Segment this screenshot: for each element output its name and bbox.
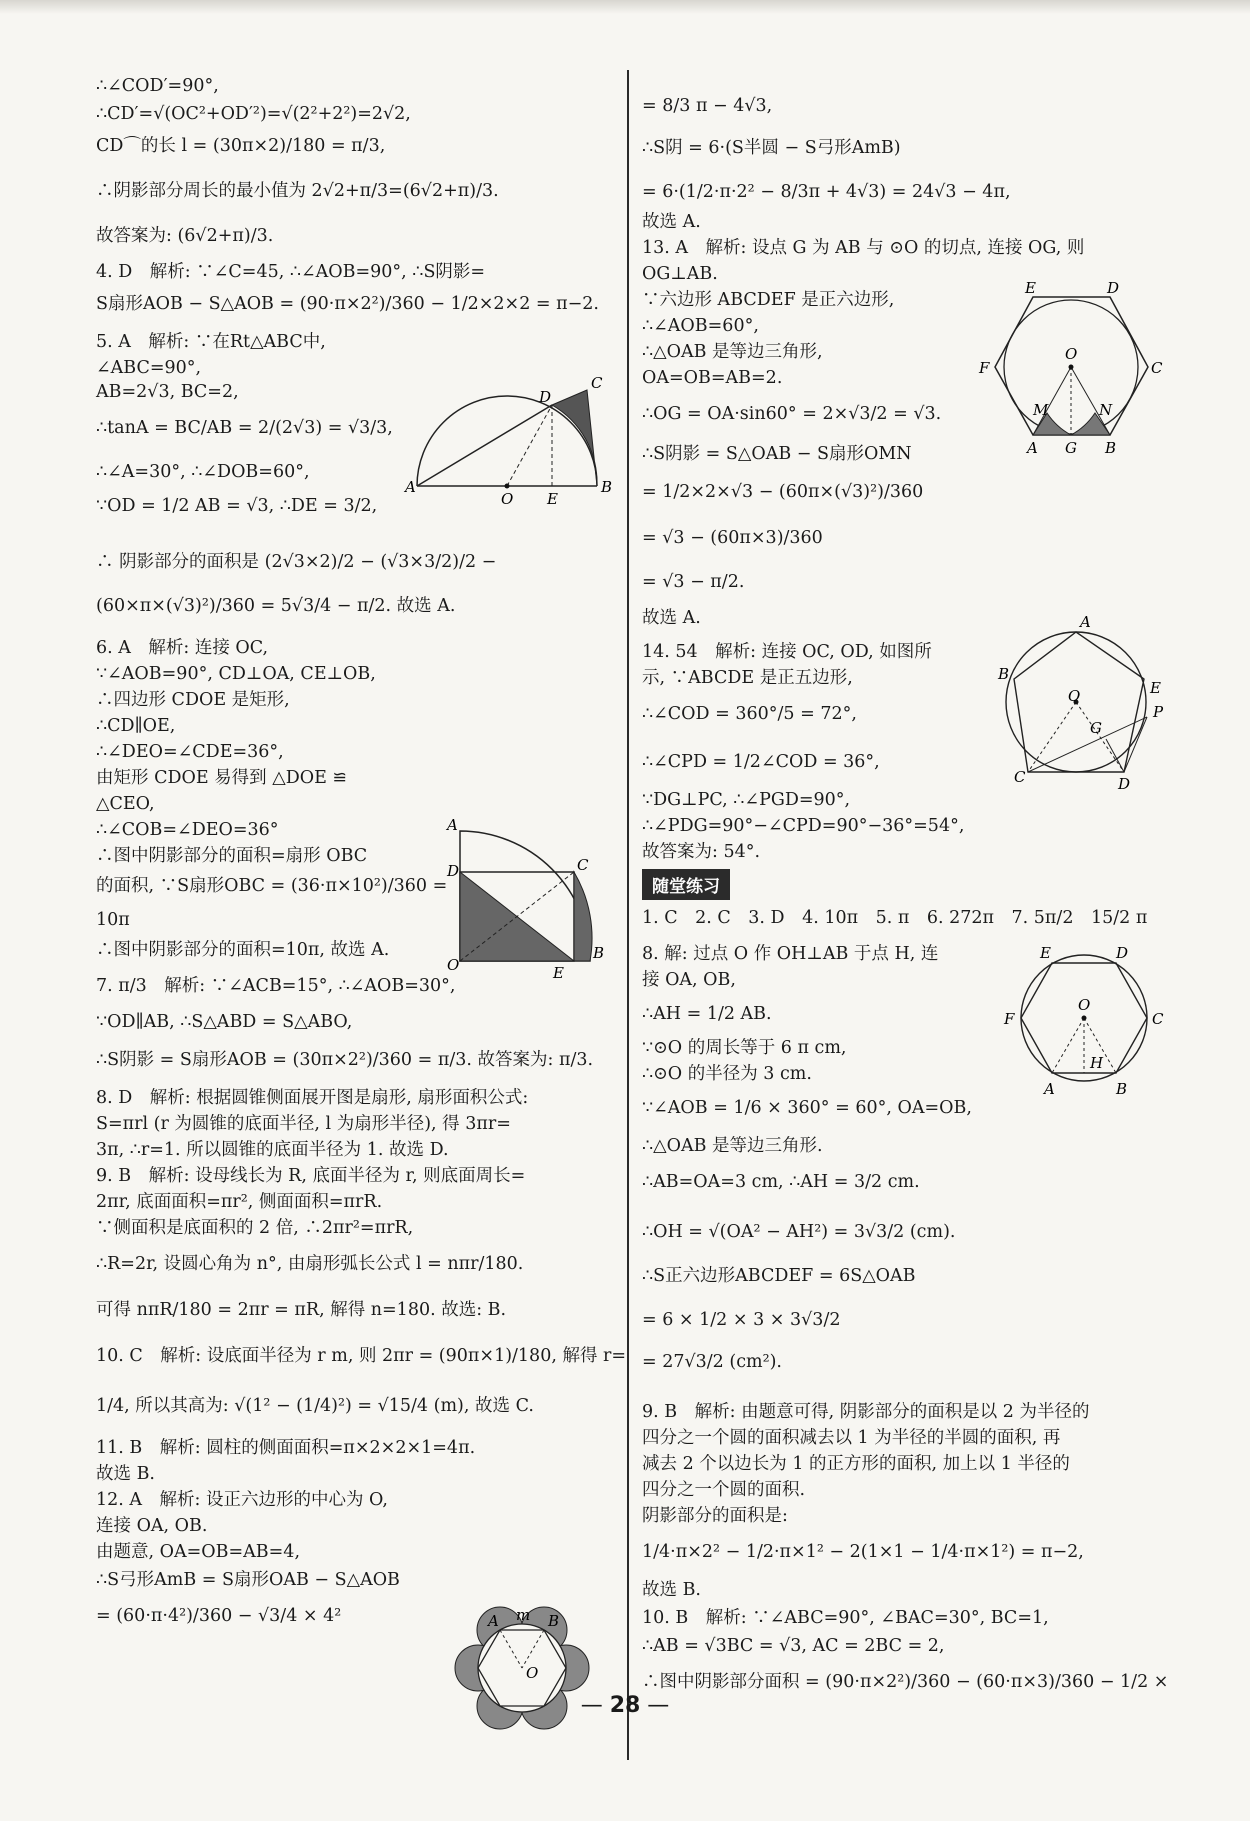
text-line: 由题意, OA=OB=AB=4, xyxy=(96,1542,301,1562)
fig-label: D xyxy=(1116,944,1129,962)
text-line: ∠ABC=90°, xyxy=(96,358,202,378)
text-line: ∴ 阴影部分的面积是 (2√3×2)/2 − (√3×3/2)/2 − xyxy=(96,552,497,572)
text-line: ∴图中阴影部分的面积=扇形 OBC xyxy=(96,846,368,866)
practice-answers: 1. C 2. C 3. D 4. 10π 5. π 6. 272π 7. 5π/2 15/2 π xyxy=(642,908,1148,928)
question-7: 7. π/3 解析: ∵∠ACB=15°, ∴∠AOB=30°, xyxy=(96,976,456,996)
question-8: 8. D 解析: 根据圆锥侧面展开图是扇形, 扇形面积公式: xyxy=(96,1088,529,1108)
fig-label: D xyxy=(1118,775,1131,793)
text-line: 的面积, ∵S扇形OBC = (36·π×10²)/360 = xyxy=(96,876,448,896)
fig-label: N xyxy=(1099,401,1113,419)
text-line: ∴S阴影 = S扇形AOB = (30π×2²)/360 = π/3. 故答案为: π/3. xyxy=(96,1050,594,1070)
text-line: = 6·(1/2·π·2² − 8/3π + 4√3) = 24√3 − 4π, xyxy=(642,182,1011,202)
text-line: ∴S阴影 = S△OAB − S扇形OMN xyxy=(642,444,912,464)
text-line: = √3 − (60π×3)/360 xyxy=(642,528,823,548)
text-line: 阴影部分的面积是: xyxy=(642,1506,788,1526)
practice-8: 8. 解: 过点 O 作 OH⊥AB 于点 H, 连 xyxy=(642,944,939,964)
question-10: 10. C 解析: 设底面半径为 r m, 则 2πr = (90π×1)/180, 解得 r= xyxy=(96,1346,627,1366)
text-line: ∴OH = √(OA² − AH²) = 3√3/2 (cm). xyxy=(642,1222,956,1242)
text-line: ∴S弓形AmB = S扇形OAB − S△AOB xyxy=(96,1570,400,1590)
text-line: ∴R=2r, 设圆心角为 n°, 由扇形弧长公式 l = nπr/180. xyxy=(96,1254,524,1274)
fig-label: D xyxy=(447,862,460,880)
question-9: 9. B 解析: 设母线长为 R, 底面半径为 r, 则底面周长= xyxy=(96,1166,526,1186)
fig-label: C xyxy=(591,374,603,392)
text-line: ∴∠CPD = 1/2∠COD = 36°, xyxy=(642,752,880,772)
text-line: △CEO, xyxy=(96,794,155,814)
text-line: ∴AH = 1/2 AB. xyxy=(642,1004,772,1024)
question-13: 13. A 解析: 设点 G 为 AB 与 ⊙O 的切点, 连接 OG, 则 xyxy=(642,238,1085,258)
text-line: 2πr, 底面面积=πr², 侧面面积=πrR. xyxy=(96,1192,383,1212)
text-line: = 8/3 π − 4√3, xyxy=(642,96,773,116)
fig-label: A xyxy=(405,478,416,496)
fig-label: B xyxy=(1105,439,1117,457)
fig-label: B xyxy=(998,665,1010,683)
text-line: 故答案为: 54°. xyxy=(642,842,761,862)
text-line: ∴AB=OA=3 cm, ∴AH = 3/2 cm. xyxy=(642,1172,920,1192)
text-line: ∴CD′=√(OC²+OD′²)=√(2²+2²)=2√2, xyxy=(96,104,411,124)
fig-label: C xyxy=(577,856,589,874)
text-line: 故选 A. xyxy=(642,212,701,232)
text-line: OA=OB=AB=2. xyxy=(642,368,783,388)
text-line: ∵∠AOB = 1/6 × 360° = 60°, OA=OB, xyxy=(642,1098,972,1118)
text-line: CD⌒的长 l = (30π×2)/180 = π/3, xyxy=(96,136,386,156)
text-line: ∴∠PDG=90°−∠CPD=90°−36°=54°, xyxy=(642,816,965,836)
question-4: 4. D 解析: ∵∠C=45, ∴∠AOB=90°, ∴S阴影= xyxy=(96,262,486,282)
figure-q6 xyxy=(447,816,607,982)
text-line: ∴S正六边形ABCDEF = 6S△OAB xyxy=(642,1266,916,1286)
text-line: S扇形AOB − S△AOB = (90·π×2²)/360 − 1/2×2×2 = π−2. xyxy=(96,294,599,314)
fig-label: A xyxy=(447,816,458,834)
text-line: OG⊥AB. xyxy=(642,264,718,284)
fig-label: A xyxy=(1080,613,1091,631)
practice-10: 10. B 解析: ∵∠ABC=90°, ∠BAC=30°, BC=1, xyxy=(642,1608,1049,1628)
fig-label: E xyxy=(1025,279,1036,297)
fig-label: O xyxy=(447,956,460,974)
fig-label: E xyxy=(553,964,564,982)
fig-label: G xyxy=(1090,719,1102,737)
text-line: 故选 B. xyxy=(642,1580,701,1600)
text-line: 由矩形 CDOE 易得到 △DOE ≌ xyxy=(96,768,348,788)
text-line: 接 OA, OB, xyxy=(642,970,736,990)
text-line: ∴CD∥OE, xyxy=(96,716,176,736)
question-14: 14. 54 解析: 连接 OC, OD, 如图所 xyxy=(642,642,932,662)
text-line: = 27√3/2 (cm²). xyxy=(642,1352,782,1372)
fig-label: m xyxy=(516,1606,531,1624)
text-line: 可得 nπR/180 = 2πr = πR, 解得 n=180. 故选: B. xyxy=(96,1300,507,1320)
fig-label: F xyxy=(979,359,990,377)
text-line: = √3 − π/2. xyxy=(642,572,745,592)
text-line: = (60·π·4²)/360 − √3/4 × 4² xyxy=(96,1606,342,1626)
figure-q5 xyxy=(405,374,615,508)
text-line: ∵OD = 1/2 AB = √3, ∴DE = 3/2, xyxy=(96,496,378,516)
fig-label: D xyxy=(539,388,552,406)
text-line: ∴△OAB 是等边三角形. xyxy=(642,1136,823,1156)
text-line: ∴∠DEO=∠CDE=36°, xyxy=(96,742,284,762)
text-line: ∵DG⊥PC, ∴∠PGD=90°, xyxy=(642,790,851,810)
text-line: ∴∠A=30°, ∴∠DOB=60°, xyxy=(96,462,310,482)
fig-label: F xyxy=(1004,1010,1015,1028)
text-line: 示, ∵ABCDE 是正五边形, xyxy=(642,668,853,688)
text-line: ∵OD∥AB, ∴S△ABD = S△ABO, xyxy=(96,1012,353,1032)
text-line: 3π, ∴r=1. 所以圆锥的底面半径为 1. 故选 D. xyxy=(96,1140,449,1160)
text-line: 故选 B. xyxy=(96,1464,155,1484)
fig-label: O xyxy=(526,1664,539,1682)
text-line: AB=2√3, BC=2, xyxy=(96,382,239,402)
text-line: 四分之一个圆的面积. xyxy=(642,1480,806,1500)
text-line: ∴图中阴影部分面积 = (90·π×2²)/360 − (60·π×3)/360 − 1/2 × xyxy=(642,1672,1169,1692)
fig-label: O xyxy=(1078,996,1091,1014)
text-line: ∵∠AOB=90°, CD⊥OA, CE⊥OB, xyxy=(96,664,376,684)
text-line: ∴∠AOB=60°, xyxy=(642,316,759,336)
fig-label: E xyxy=(1150,679,1161,697)
fig-label: O xyxy=(501,490,514,508)
section-banner: 随堂练习 xyxy=(642,869,730,900)
text-line: ∴⊙O 的半径为 3 cm. xyxy=(642,1064,812,1084)
fig-label: D xyxy=(1107,279,1120,297)
figure-practice-8 xyxy=(1004,944,1170,1101)
fig-label: M xyxy=(1033,401,1049,419)
fig-label: E xyxy=(1040,944,1051,962)
fig-label: G xyxy=(1065,439,1077,457)
text-line: 10π xyxy=(96,910,130,930)
text-line: 故答案为: (6√2+π)/3. xyxy=(96,226,274,246)
fig-label: B xyxy=(601,478,613,496)
text-line: ∴阴影部分周长的最小值为 2√2+π/3=(6√2+π)/3. xyxy=(96,181,499,201)
text-line: = 6 × 1/2 × 3 × 3√3/2 xyxy=(642,1310,841,1330)
question-11: 11. B 解析: 圆柱的侧面面积=π×2×2×1=4π. xyxy=(96,1438,476,1458)
fig-label: O xyxy=(1068,687,1081,705)
text-line: 1/4·π×2² − 1/2·π×1² − 2(1×1 − 1/4·π×1²) = π−2, xyxy=(642,1542,1084,1562)
fig-label: B xyxy=(548,1612,560,1630)
text-line: ∴△OAB 是等边三角形, xyxy=(642,342,823,362)
fig-label: B xyxy=(593,944,605,962)
question-6: 6. A 解析: 连接 OC, xyxy=(96,638,269,658)
text-line: ∵六边形 ABCDEF 是正六边形, xyxy=(642,290,895,310)
scan-edge xyxy=(0,0,1250,14)
question-12: 12. A 解析: 设正六边形的中心为 O, xyxy=(96,1490,388,1510)
fig-label: A xyxy=(488,1612,499,1630)
fig-label: C xyxy=(1014,768,1026,786)
fig-label: B xyxy=(1116,1080,1128,1098)
column-divider xyxy=(627,70,629,1760)
fig-label: C xyxy=(1152,1010,1164,1028)
text-line: ∴OG = OA·sin60° = 2×√3/2 = √3. xyxy=(642,404,942,424)
text-line: 连接 OA, OB. xyxy=(96,1516,208,1536)
text-line: ∵⊙O 的周长等于 6 π cm, xyxy=(642,1038,847,1058)
fig-label: A xyxy=(1044,1080,1055,1098)
text-line: 四分之一个圆的面积减去以 1 为半径的半圆的面积, 再 xyxy=(642,1428,1061,1448)
text-line: = 1/2×2×√3 − (60π×(√3)²)/360 xyxy=(642,482,924,502)
text-line: (60×π×(√3)²)/360 = 5√3/4 − π/2. 故选 A. xyxy=(96,596,456,616)
fig-label: C xyxy=(1151,359,1163,377)
text-line: 减去 2 个以边长为 1 的正方形的面积, 加上以 1 半径的 xyxy=(642,1454,1070,1474)
text-line: S=πrl (r 为圆锥的底面半径, l 为扇形半径), 得 3πr= xyxy=(96,1114,511,1134)
fig-label: P xyxy=(1153,703,1164,721)
fig-label: H xyxy=(1090,1054,1104,1072)
text-line: ∴四边形 CDOE 是矩形, xyxy=(96,690,290,710)
text-line: ∴S阴 = 6·(S半圆 − S弓形AmB) xyxy=(642,138,901,158)
figure-q14 xyxy=(998,613,1173,793)
text-line: ∴图中阴影部分的面积=10π, 故选 A. xyxy=(96,940,390,960)
text-line: ∴∠COD = 360°/5 = 72°, xyxy=(642,704,857,724)
question-5: 5. A 解析: ∵在Rt△ABC中, xyxy=(96,332,326,352)
text-line: ∵侧面积是底面积的 2 倍, ∴2πr²=πrR, xyxy=(96,1218,414,1238)
text-line: ∴∠COB=∠DEO=36° xyxy=(96,820,279,840)
text-line: ∴∠COD′=90°, xyxy=(96,76,219,96)
text-line: 1/4, 所以其高为: √(1² − (1/4)²) = √15/4 (m), 故选 C. xyxy=(96,1396,534,1416)
figure-q13 xyxy=(979,279,1163,457)
page-number: — 28 — xyxy=(0,1693,1250,1718)
fig-label: A xyxy=(1027,439,1038,457)
fig-label: O xyxy=(1065,345,1078,363)
text-line: ∴tanA = BC/AB = 2/(2√3) = √3/3, xyxy=(96,418,393,438)
text-line: ∴AB = √3BC = √3, AC = 2BC = 2, xyxy=(642,1636,945,1656)
fig-label: E xyxy=(547,490,558,508)
practice-9: 9. B 解析: 由题意可得, 阴影部分的面积是以 2 为半径的 xyxy=(642,1402,1090,1422)
text-line: 故选 A. xyxy=(642,608,701,628)
